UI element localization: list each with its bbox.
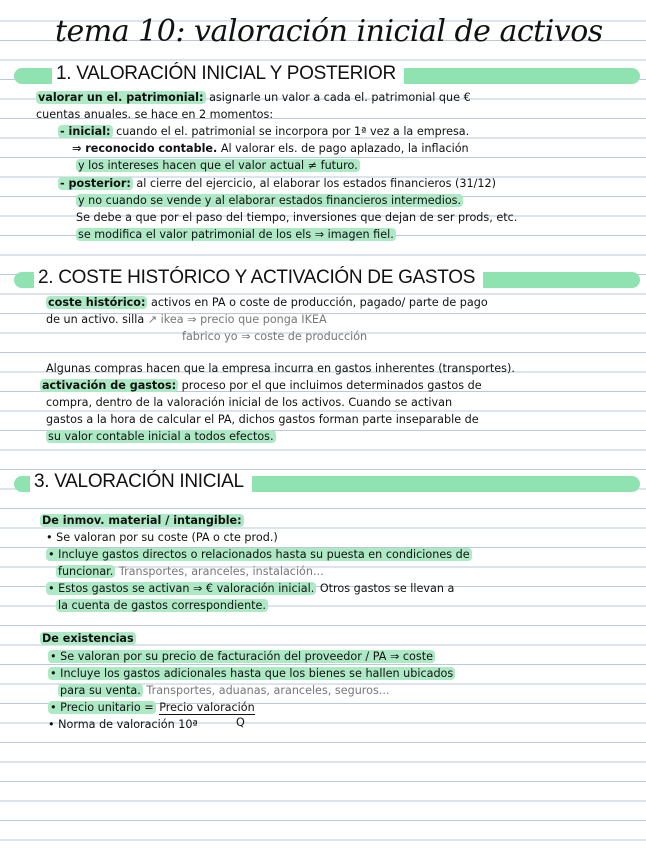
s2-line-8 <box>46 430 276 443</box>
s1-term-inicial: - inicial: <box>60 125 111 138</box>
s1-term-valorar: valorar un el. patrimonial: <box>38 91 204 104</box>
s3-examples: Transportes, aranceles, instalación... <box>118 565 324 578</box>
s1-line-3 <box>58 125 469 138</box>
s1-term-posterior: - posterior: <box>60 177 131 190</box>
s2-line-6: compra, dentro de la valoración inicial de los activos. Cuando se activan <box>46 396 453 409</box>
s1-text: y no cuando se vende y al elaborar estados financieros intermedios. <box>78 194 462 207</box>
s3-existencias-2-cont <box>58 684 389 697</box>
s3-bullet-2-cont <box>56 565 324 578</box>
s3-precio-unitario: • Precio unitario = <box>50 701 154 714</box>
s2-line-3: fabrico yo ⇒ coste de producción <box>182 330 368 343</box>
s3-text: la cuenta de gastos correspondiente. <box>58 599 266 612</box>
s2-line-7: gastos a la hora de calcular el PA, dichos gastos forman parte inseparable de <box>46 413 479 426</box>
s1-text: al cierre del ejercicio, al elaborar los estados financieros (31/12) <box>136 177 496 190</box>
s3-text: • Se valoran por su precio de facturación del proveedor / PA ⇒ coste <box>50 650 433 663</box>
s2-text: su valor contable inicial a todos efectos. <box>48 430 274 443</box>
s1-line-2: cuentas anuales. se hace en 2 momentos: <box>36 108 274 121</box>
s3-fraction-numerator: Precio valoración <box>159 701 255 714</box>
s3-fraction-denominator: Q <box>236 716 245 729</box>
s3-bullet-3-cont <box>56 599 268 612</box>
s1-line-1 <box>36 91 471 104</box>
s1-line-9 <box>76 228 396 241</box>
s1-text: asignarle un valor a cada el. patrimonial que € <box>209 91 471 104</box>
s1-text: cuando el el. patrimonial se incorpora por 1ª vez a la empresa. <box>116 125 470 138</box>
s1-line-4 <box>72 142 469 155</box>
s2-term-activacion: activación de gastos: <box>42 379 177 392</box>
section-1-heading: 1. VALORACIÓN INICIAL Y POSTERIOR <box>52 63 404 85</box>
s2-line-4: Algunas compras hacen que la empresa incurra en gastos inherentes (transportes). <box>46 362 515 375</box>
s3-bullet-1: • Se valoran por su coste (PA o cte prod.) <box>46 531 278 544</box>
s3-subheading-existencias <box>40 632 136 645</box>
s3-existencias-3 <box>48 701 255 714</box>
s1-line-6 <box>58 177 496 190</box>
s2-line-1 <box>46 296 488 309</box>
s2-text: activos en PA o coste de producción, pagado/ parte de pago <box>151 296 488 309</box>
s3-text: • Incluye los gastos adicionales hasta que los bienes se hallen ubicados <box>50 667 454 680</box>
s2-text: proceso por el que incluimos determinados gastos de <box>181 379 482 392</box>
s1-text: se modifica el valor patrimonial de los els ⇒ imagen fiel. <box>78 228 394 241</box>
s1-text: Al valorar els. de pago aplazado, la inflación <box>220 142 469 155</box>
s3-subheading-inmov <box>40 514 244 527</box>
s3-term-existencias: De existencias <box>42 632 134 645</box>
s3-existencias-1 <box>48 650 435 663</box>
section-2-heading: 2. COSTE HISTÓRICO Y ACTIVACIÓN DE GASTOS <box>34 267 483 289</box>
s3-text: • Incluye gastos directos o relacionados hasta su puesta en condiciones de <box>48 548 470 561</box>
s3-text: funcionar. <box>58 565 114 578</box>
s2-arrow-ikea: ↗ <box>147 313 161 326</box>
s3-text: para su venta. <box>60 684 141 697</box>
section-3-heading: 3. VALORACIÓN INICIAL <box>30 471 252 493</box>
s3-examples: Transportes, aduanas, aranceles, seguros... <box>146 684 390 697</box>
s1-line-8: Se debe a que por el paso del tiempo, inversiones que dejan de ser prods, etc. <box>76 211 518 224</box>
s3-text: • Estos gastos se activan ⇒ € valoración inicial. <box>48 582 315 595</box>
s1-line-5 <box>76 159 360 172</box>
s2-text-ikea: ikea ⇒ precio que ponga IKEA <box>160 313 327 326</box>
s1-line-7 <box>76 194 463 207</box>
s3-existencias-2 <box>48 667 455 680</box>
s2-line-2 <box>46 313 327 326</box>
s3-text: Otros gastos se llevan a <box>319 582 455 595</box>
s2-text: de un activo. silla <box>46 313 145 326</box>
s3-existencias-4: • Norma de valoración 10ª <box>48 718 198 731</box>
s3-bullet-2 <box>46 548 472 561</box>
s3-bullet-3 <box>46 582 454 595</box>
s2-line-5 <box>40 379 482 392</box>
s2-term-coste-historico: coste histórico: <box>48 296 146 309</box>
page-title: tema 10: valoración inicial de activos <box>55 14 603 49</box>
s1-term-reconocido: ⇒ reconocido contable. <box>72 142 218 155</box>
s3-term-inmov: De inmov. material / intangible: <box>42 514 242 527</box>
s1-text: y los intereses hacen que el valor actual ≠ futuro. <box>78 159 358 172</box>
